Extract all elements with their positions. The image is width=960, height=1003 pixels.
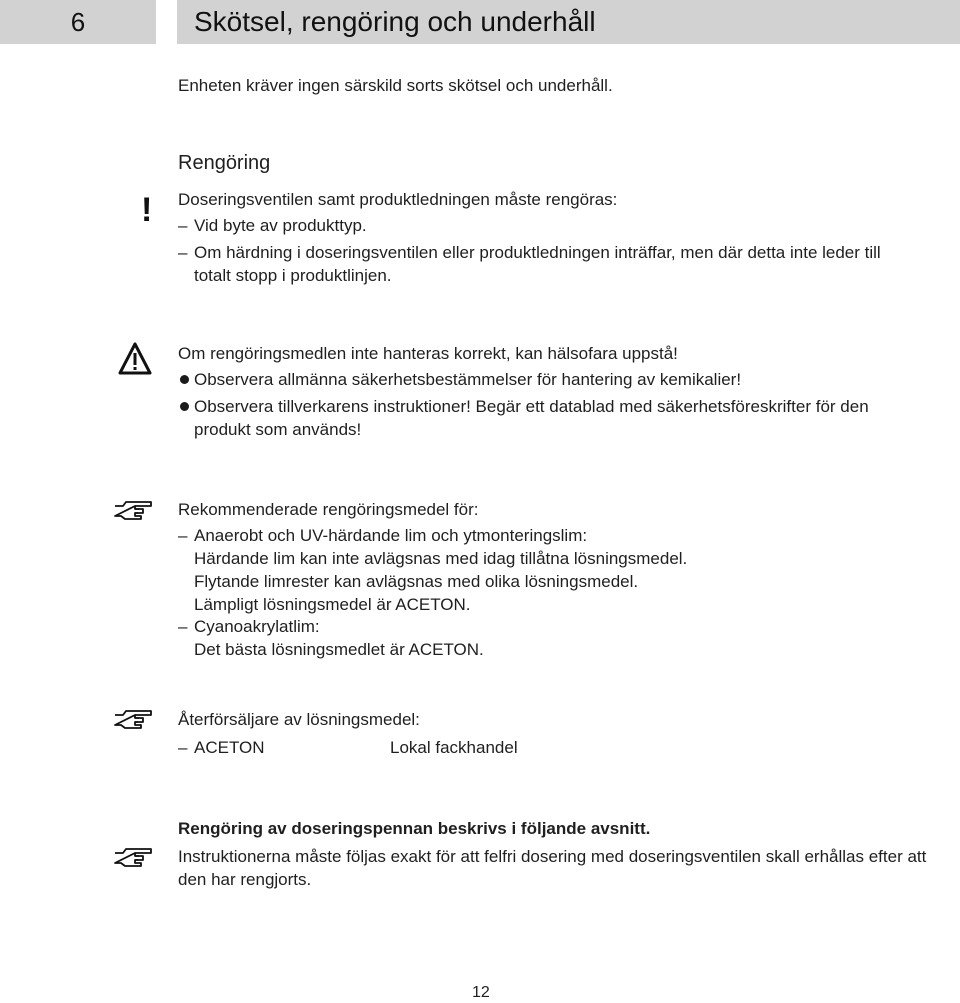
recommended-group1-line: Lämpligt lösningsmedel är ACETON. [194,595,471,614]
pen-line-1: Instruktionerna måste följas exakt för att felfri dosering med doseringsventilen skall erhållas efter att [178,847,927,866]
recommended-lead: Rekommenderade rengöringsmedel för: [178,500,479,519]
dash-marker: – [178,526,188,545]
reseller-product: ACETON [194,738,265,757]
warning-triangle-icon [118,342,152,376]
warning-bullet-1: Observera allmänna säkerhetsbestämmelser för hantering av kemikalier! [194,370,742,389]
recommended-group1-title: Anaerobt och UV-härdande lim och ytmonteringslim: [194,526,588,545]
recommended-group2-title: Cyanoakrylatlim: [194,617,320,636]
cleaning-lead: Doseringsventilen samt produktledningen måste rengöras: [178,190,618,209]
recommended-group2-line: Det bästa lösningsmedlet är ACETON. [194,640,484,659]
dash-marker: – [178,617,188,636]
page-number: 12 [472,984,490,1001]
resellers-lead: Återförsäljare av lösningsmedel: [178,710,420,729]
reseller-name: Lokal fackhandel [390,738,518,757]
dash-marker: – [178,216,188,235]
pointing-hand-icon [113,708,153,732]
exclamation-icon: ! [141,191,153,229]
warning-bullet-2-cont: produkt som används! [194,420,362,439]
warning-bullet-2: Observera tillverkarens instruktioner! Begär ett datablad med säkerhetsföreskrifter för den [194,397,869,416]
recommended-group1-line: Härdande lim kan inte avlägsnas med idag tillåtna lösningsmedel. [194,549,688,568]
warning-lead: Om rengöringsmedlen inte hanteras korrekt, kan hälsofara uppstå! [178,344,678,363]
bullet-dot [180,375,189,384]
bullet-dot [180,402,189,411]
intro-text: Enheten kräver ingen särskild sorts skötsel och underhåll. [178,76,613,95]
dash-marker: – [178,243,188,262]
cleaning-item-2-cont: totalt stopp i produktlinjen. [194,266,392,285]
chapter-title: Skötsel, rengöring och underhåll [194,6,596,37]
cleaning-item-2: Om härdning i doseringsventilen eller produktledningen inträffar, men där detta inte leder till [194,243,881,262]
pen-line-2: den har rengjorts. [178,870,312,889]
cleaning-item-1: Vid byte av produkttyp. [194,216,367,235]
dash-marker: – [178,738,188,757]
pointing-hand-icon [113,846,153,870]
section-heading-cleaning: Rengöring [178,152,271,174]
recommended-group1-line: Flytande limrester kan avlägsnas med olika lösningsmedel. [194,572,639,591]
chapter-number: 6 [0,0,156,44]
pointing-hand-icon [113,499,153,523]
pen-heading: Rengöring av doseringspennan beskrivs i följande avsnitt. [178,819,651,838]
